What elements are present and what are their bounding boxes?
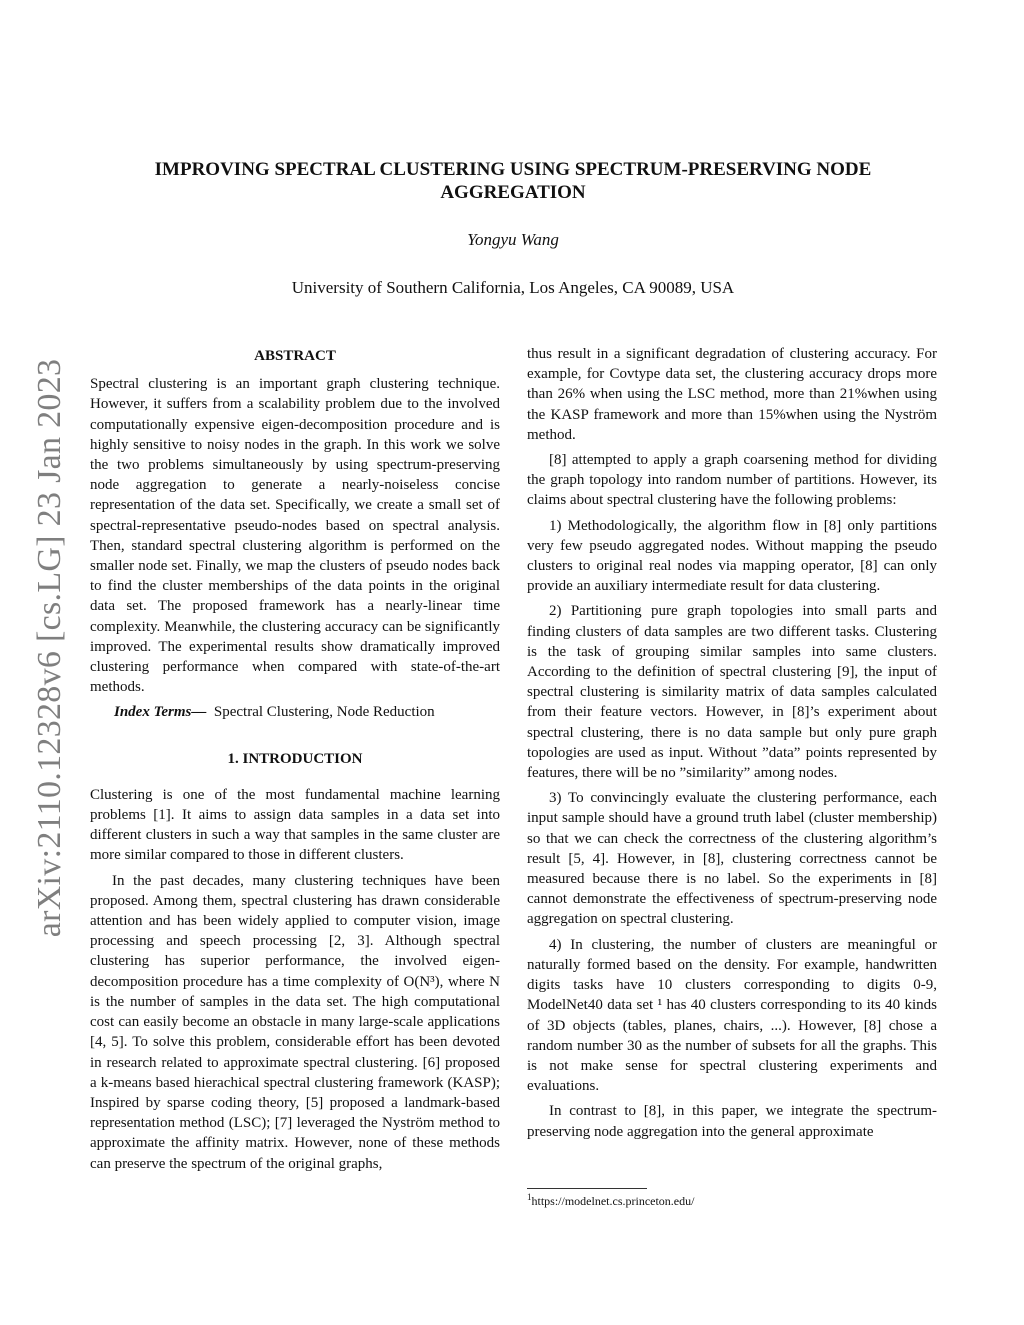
intro-paragraph: Clustering is one of the most fundamental machine learning problems [1]. It aims to assign data samples in a data set into different clusters in such a way that samples in the same cluster are more similar compared to those in different clusters. <box>90 786 500 864</box>
problem-item: 2) Partitioning pure graph topologies into small parts and finding clusters of data samples are two different tasks. Clustering is the task of grouping similar samples into same clusters. According to the definition of spectral clustering [9], the input of spectral clustering is similarity matrix of data samples calculated from their feature vectors. However, in [8]’s experiment about spectral clustering, there is no data sample but only pure graph topologies are used as input. Without ”data” points represented by features, there will be no ”similarity” among nodes. <box>527 603 937 782</box>
paper-title <box>90 158 936 204</box>
affiliation: University of Southern California, Los Angeles, CA 90089, USA <box>291 278 735 297</box>
index-terms-label: Index Terms— <box>114 704 207 721</box>
footnote-link[interactable]: https://modelnet.cs.princeton.edu/ <box>531 1194 695 1208</box>
intro-paragraph: In contrast to [8], in this paper, we integrate the spectrum-preserving node aggregation into the general approximate <box>527 1103 937 1140</box>
problem-item: 4) In clustering, the number of clusters are meaningful or naturally formed based on the density. For example, handwritten digits tasks have 10 clusters corresponding to digits 0-9, ModelNet40 data set ¹ has 40 clusters corresponding to its 40 kinds of 3D objects (tables, planes, chairs, ...). However, [8] chose a random number 30 as the number of subsets for all the graphs. This is not make sense for spectral clustering experiments and evaluations. <box>527 936 937 1095</box>
intro-paragraph: thus result in a significant degradation of clustering accuracy. For example, for Covtype data set, the clustering accuracy drops more than 26% when using the LSC method, more than 21%when using the KASP framework and more than 15%when using the Nyström method. <box>527 346 937 443</box>
footnote-rule <box>527 1188 647 1189</box>
right-column <box>527 344 937 1147</box>
problem-item: 3) To convincingly evaluate the clustering performance, each input sample should have a ground truth label (cluster membership) so that we can check the correctness of the clustering algorithm’s result [5, 4]. However, in [8], clustering correctness cannot be measured because there is no label. So the experiments in [8] cannot demonstrate the effectiveness of spectrum-preserving node aggregation on spectral clustering. <box>527 790 937 928</box>
intro-paragraph: In the past decades, many clustering techniques have been proposed. Among them, spectral clustering has drawn considerable attention and has been widely applied to computer vision, image processing and speech processing [2, 3]. Although spectral clustering has superior performance, the involved eigen-decomposition procedure has a time complexity of O(N³), where N is the number of samples in the data set. The high computational cost can easily become an obstacle in many large-scale applications [4, 5]. To solve this problem, considerable effort has been devoted in research related to approximate spectral clustering. [6] proposed a k-means based hierachical spectral clustering framework (KASP); Inspired by sparse coding theory, [5] proposed a landmark-based representation method (LSC); [7] leveraged the Nyström method to approximate the affinity matrix. However, none of these methods can preserve the spectrum of the original graphs, <box>90 872 500 1172</box>
title-line-1: IMPROVING SPECTRAL CLUSTERING USING SPECTRUM-PRESERVING NODE <box>154 159 872 180</box>
intro-paragraph: [8] attempted to apply a graph coarsening method for dividing the graph topology into random number of partitions. However, its claims about spectral clustering have the following problems: <box>527 452 937 509</box>
index-terms-value: Spectral Clustering, Node Reduction <box>213 704 435 721</box>
title-line-2: AGGREGATION <box>440 182 586 203</box>
footnote-mark: 1 <box>527 1192 532 1202</box>
problem-item: 1) Methodologically, the algorithm flow in [8] only partitions very few pseudo aggregated nodes. Without mapping the pseudo clusters to original real nodes via mapping operator, [8] can only provide an auxiliary intermediate result for data clustering. <box>527 517 937 595</box>
left-column <box>90 344 500 1179</box>
introduction-heading: 1. INTRODUCTION <box>227 750 363 767</box>
abstract-text: Spectral clustering is an important graph clustering technique. However, it suffers from a scalability problem due to the involved computationally expensive eigen-decomposition procedure and is highly sensitive to noisy nodes in the graph. In this work we solve the two problems simultaneously by using spectrum-preserving node aggregation to generate a nearly-noiseless concise representation of the data set. Specifically, we create a small set of spectral-representative pseudo-nodes based on spectral analysis. Then, standard spectral clustering algorithm is performed on the smaller node set. Finally, we map the clusters of pseudo nodes back to find the cluster memberships of the data points in the original data set. The proposed framework has a nearly-linear time complexity. Meanwhile, the clustering accuracy can be significantly improved. The experimental results show dramatically improved clustering performance when compared with state-of-the-art methods. <box>90 376 500 696</box>
abstract-heading: ABSTRACT <box>254 348 336 364</box>
arxiv-stamp: arXiv:2110.12328v6 [cs.LG] 23 Jan 2023 <box>31 358 68 938</box>
footnote <box>527 1188 937 1209</box>
index-terms <box>90 702 500 722</box>
author: Yongyu Wang <box>467 230 559 249</box>
